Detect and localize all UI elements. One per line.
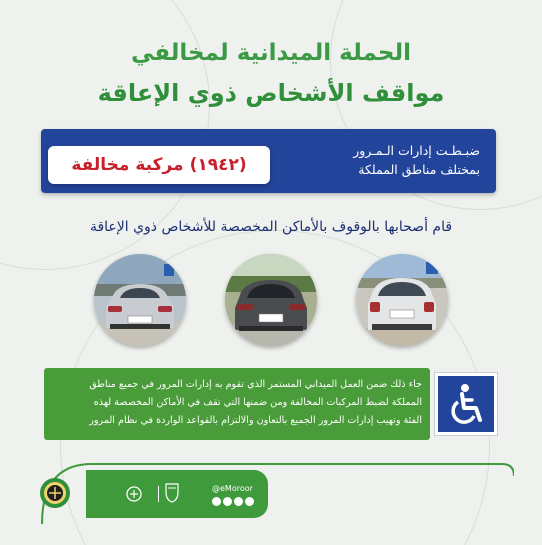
car-photo-icon <box>94 254 186 346</box>
violation-count-box <box>48 146 270 184</box>
info-line2: المملكة لضبط المركبات المخالفة ومن ضمنها التي تقف في الأماكن المخصصة لهذه <box>93 397 422 408</box>
violation-count: (١٩٤٢) <box>189 155 247 175</box>
banner-line1: ضبـطـت إدارات الـمـرور <box>353 143 480 158</box>
youtube-icon[interactable] <box>212 497 221 506</box>
traffic-emblem-icon <box>38 476 72 510</box>
snapchat-icon[interactable] <box>245 497 254 506</box>
page-title-line1: الحملة الميدانية لمخالفي <box>130 40 412 66</box>
banner-line2: بمختلف مناطق المملكة <box>358 162 480 177</box>
subheading: قام أصحابها بالوقوف بالأماكن المخصصة للأشخاص ذوي الإعاقة <box>89 219 453 235</box>
wheelchair-icon <box>435 373 497 435</box>
info-box <box>44 368 430 440</box>
page-title-line2: مواقف الأشخاص ذوي الإعاقة <box>97 79 445 107</box>
twitter-icon[interactable] <box>223 497 232 506</box>
car-photo-icon <box>225 254 317 346</box>
social-icons <box>212 497 254 506</box>
violation-count-label: مركبة مخالفة <box>71 155 184 175</box>
info-line1: جاء ذلك ضمن العمل الميداني المستمر الذي تقوم به إدارات المرور في جميع مناطق <box>89 379 422 390</box>
instagram-icon[interactable] <box>234 497 243 506</box>
car-photo-icon <box>356 254 448 346</box>
banner-text <box>300 141 480 179</box>
info-line3: الفئة وتهيب إدارات المرور الجميع بالتعاون والالتزام بالقواعد الواردة في نظام المرور <box>89 415 422 426</box>
social-handle[interactable]: @eMoroor <box>212 484 253 493</box>
info-text <box>52 376 422 430</box>
